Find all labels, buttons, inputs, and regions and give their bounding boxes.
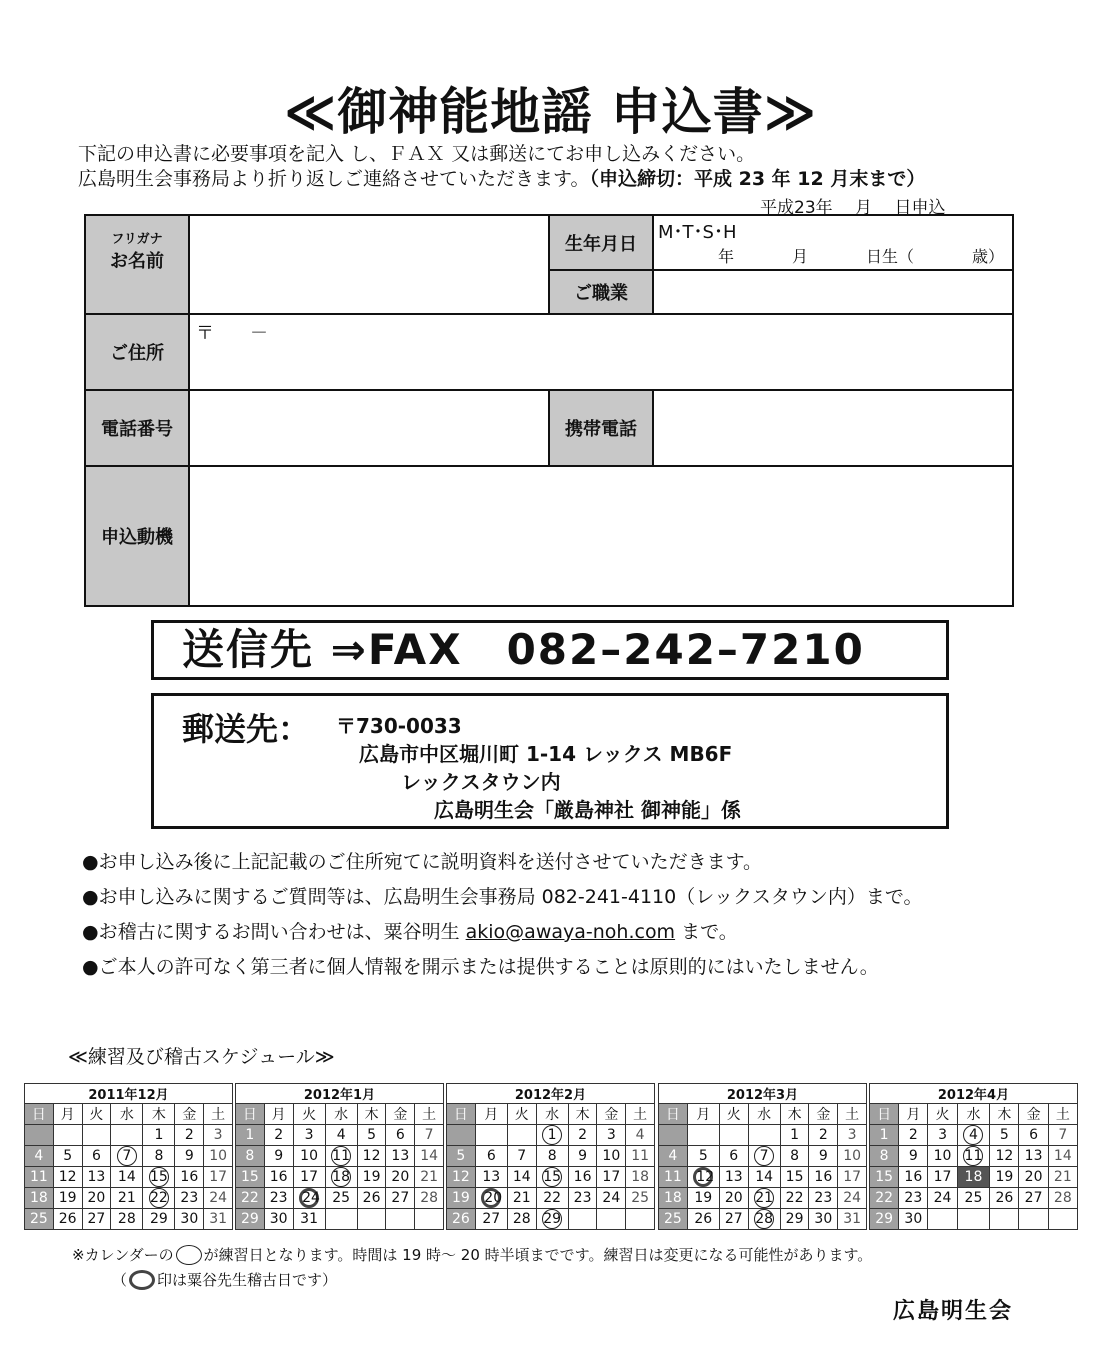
calendar-day: 15	[870, 1167, 899, 1188]
weekday-header: 土	[204, 1104, 233, 1125]
weekday-header: 水	[748, 1104, 780, 1125]
weekday-header: 金	[386, 1104, 415, 1125]
weekday-header: 金	[1019, 1104, 1048, 1125]
note-2: ●お申し込みに関するご質問等は、広島明生会事務局 082-241-4110（レックスタウン内）まで。	[82, 886, 923, 908]
mobile-input[interactable]	[653, 390, 1013, 466]
calendar-day: 2	[809, 1125, 838, 1146]
calendar-day: 16	[568, 1167, 597, 1188]
weekday-header: 水	[957, 1104, 990, 1125]
calendar-day: 11	[626, 1146, 655, 1167]
calendar-day: 26	[990, 1188, 1019, 1209]
calendar-day: 6	[82, 1146, 111, 1167]
calendar-day: 15	[143, 1167, 175, 1188]
calendar-empty-cell	[597, 1209, 626, 1230]
weekday-header: 木	[990, 1104, 1019, 1125]
weekday-header: 金	[809, 1104, 838, 1125]
calendar-month	[446, 1083, 655, 1230]
calendar-day: 13	[386, 1146, 415, 1167]
calendar-month	[869, 1083, 1078, 1230]
calendar-month-label: 2012年1月	[236, 1084, 444, 1104]
calendar-day: 6	[719, 1146, 748, 1167]
calendar-day: 11	[957, 1146, 990, 1167]
calendar-day: 6	[475, 1146, 507, 1167]
thin-circle-icon	[176, 1245, 202, 1265]
occupation-label: ご職業	[549, 270, 653, 314]
intro-line-1: 下記の申込書に必要事項を記入 し、ＦＡＸ 又は郵送にてお申し込みください。	[78, 143, 756, 165]
organization-name: 広島明生会	[893, 1299, 1014, 1324]
phone-label: 電話番号	[85, 390, 189, 466]
weekday-header: 木	[568, 1104, 597, 1125]
footnote-1-pre: ※カレンダーの	[72, 1246, 174, 1264]
notes-list	[82, 848, 922, 988]
note-3	[82, 918, 922, 953]
calendar-day: 16	[264, 1167, 293, 1188]
calendar-empty-cell	[659, 1125, 688, 1146]
calendar-day: 11	[25, 1167, 54, 1188]
weekday-header: 月	[899, 1104, 928, 1125]
calendar-day: 24	[838, 1188, 867, 1209]
weekday-header: 木	[143, 1104, 175, 1125]
calendar-day: 1	[143, 1125, 175, 1146]
calendar-day: 12	[990, 1146, 1019, 1167]
footnote-2-post: 印は粟谷先生稽古日です）	[157, 1271, 338, 1289]
calendar-day: 1	[236, 1125, 265, 1146]
calendar-day: 29	[143, 1209, 175, 1230]
weekday-header: 日	[236, 1104, 265, 1125]
calendar-day: 21	[415, 1167, 444, 1188]
calendar-month-label: 2012年3月	[659, 1084, 867, 1104]
name-input[interactable]	[189, 215, 549, 314]
occupation-input[interactable]	[653, 270, 1013, 314]
name-label-cell	[85, 215, 189, 314]
calendar-day: 30	[175, 1209, 204, 1230]
calendar-day: 23	[264, 1188, 293, 1209]
birthdate-input[interactable]	[653, 215, 1013, 270]
weekday-header: 水	[325, 1104, 357, 1125]
calendar-day: 9	[809, 1146, 838, 1167]
weekday-header: 月	[53, 1104, 82, 1125]
calendar-day: 27	[1019, 1188, 1048, 1209]
weekday-header: 土	[626, 1104, 655, 1125]
calendar-empty-cell	[990, 1209, 1019, 1230]
phone-input[interactable]	[189, 390, 549, 466]
address-label: ご住所	[85, 314, 189, 390]
fax-destination: 送信先 ⇒FAX 082–242–7210	[151, 620, 949, 680]
calendar-day: 29	[780, 1209, 809, 1230]
footnote-2-pre: （	[112, 1271, 128, 1289]
calendar-empty-cell	[357, 1209, 386, 1230]
calendar-day: 3	[204, 1125, 233, 1146]
calendar-day: 25	[626, 1188, 655, 1209]
weekday-header: 木	[357, 1104, 386, 1125]
calendar-day: 25	[25, 1209, 54, 1230]
note-3-pre: ●お稽古に関するお問い合わせは、粟谷明生	[82, 921, 466, 943]
weekday-header: 日	[25, 1104, 54, 1125]
weekday-header: 土	[838, 1104, 867, 1125]
calendar-month	[658, 1083, 867, 1230]
calendar-day: 26	[687, 1209, 719, 1230]
postal-mark: 〒 －	[196, 323, 268, 344]
calendar-day: 3	[838, 1125, 867, 1146]
calendar-day: 10	[597, 1146, 626, 1167]
calendar-day: 17	[204, 1167, 233, 1188]
calendar-empty-cell	[507, 1125, 536, 1146]
calendar-day: 18	[325, 1167, 357, 1188]
weekday-header: 月	[264, 1104, 293, 1125]
calendar-day: 22	[143, 1188, 175, 1209]
calendar-day: 20	[1019, 1167, 1048, 1188]
calendar-day: 14	[748, 1167, 780, 1188]
birth-day-label: 日生（	[865, 247, 914, 266]
calendar-day: 15	[236, 1167, 265, 1188]
calendar-day: 26	[357, 1188, 386, 1209]
calendar-day: 16	[175, 1167, 204, 1188]
calendar-day: 28	[507, 1209, 536, 1230]
birth-year-label: 年	[718, 247, 735, 266]
weekday-header: 火	[82, 1104, 111, 1125]
calendar-day: 8	[236, 1146, 265, 1167]
calendar-day: 25	[325, 1188, 357, 1209]
calendar-day: 10	[204, 1146, 233, 1167]
bold-circle-icon	[129, 1270, 155, 1290]
calendar-day: 21	[507, 1188, 536, 1209]
footnote-1-post: が練習日となります。時間は 19 時～ 20 時半頃までです。練習日は変更になる可能性があります。	[203, 1246, 873, 1264]
birthdate-label: 生年月日	[549, 215, 653, 270]
mail-postal-code: 〒730-0033	[336, 714, 462, 738]
calendar-day: 21	[1048, 1167, 1077, 1188]
calendar-day: 8	[870, 1146, 899, 1167]
calendar-day: 12	[687, 1167, 719, 1188]
calendar-day: 3	[597, 1125, 626, 1146]
address-input[interactable]	[189, 314, 1013, 390]
deadline-text: （申込締切：平成 23 年 12 月末まで）	[589, 168, 926, 190]
mail-address-3: 広島明生会「厳島神社 御神能」係	[434, 798, 741, 822]
intro-line-2-text: 広島明生会事務局より折り返しご連絡させていただきます。	[78, 168, 590, 190]
calendar-day: 30	[899, 1209, 928, 1230]
calendar-day: 13	[475, 1167, 507, 1188]
calendar-day: 14	[507, 1167, 536, 1188]
calendar-day: 4	[957, 1125, 990, 1146]
calendar-day: 27	[719, 1209, 748, 1230]
calendar-day: 11	[659, 1167, 688, 1188]
weekday-header: 火	[507, 1104, 536, 1125]
calendar-day: 21	[111, 1188, 143, 1209]
calendar-day: 20	[82, 1188, 111, 1209]
application-form	[84, 214, 1014, 607]
calendar-day: 24	[928, 1188, 957, 1209]
intro-line-2	[78, 167, 925, 192]
weekday-header: 日	[659, 1104, 688, 1125]
calendar-day: 25	[659, 1209, 688, 1230]
calendar-day: 27	[386, 1188, 415, 1209]
calendar-empty-cell	[25, 1125, 54, 1146]
calendar-day: 13	[719, 1167, 748, 1188]
calendar-day: 5	[687, 1146, 719, 1167]
page-title: ≪御神能地謡 申込書≫	[283, 83, 818, 141]
calendar-month-label: 2012年2月	[447, 1084, 655, 1104]
calendar-day: 28	[415, 1188, 444, 1209]
calendar-day: 24	[597, 1188, 626, 1209]
calendar-day: 9	[568, 1146, 597, 1167]
calendar-day: 20	[386, 1167, 415, 1188]
calendar-day: 11	[325, 1146, 357, 1167]
calendar-empty-cell	[325, 1209, 357, 1230]
calendar-day: 2	[899, 1125, 928, 1146]
weekday-header: 月	[475, 1104, 507, 1125]
calendar-day: 2	[264, 1125, 293, 1146]
calendar-day: 5	[357, 1125, 386, 1146]
birth-month-label: 月	[791, 247, 808, 266]
calendar-day: 22	[536, 1188, 568, 1209]
weekday-header: 金	[597, 1104, 626, 1125]
calendar-day: 1	[536, 1125, 568, 1146]
calendar-day: 18	[957, 1167, 990, 1188]
note-3-post: まで。	[675, 921, 738, 943]
mail-address-1: 広島市中区堀川町 1-14 レックス MB6F	[359, 742, 733, 766]
calendar-day: 26	[447, 1209, 476, 1230]
calendar-day: 7	[1048, 1125, 1077, 1146]
calendar-month-label: 2012年4月	[870, 1084, 1078, 1104]
calendar-day: 10	[293, 1146, 325, 1167]
calendar-day: 17	[928, 1167, 957, 1188]
calendar-day: 17	[293, 1167, 325, 1188]
calendar-day: 27	[475, 1209, 507, 1230]
application-date: 平成23年 月 日申込	[760, 198, 946, 218]
calendar-day: 1	[870, 1125, 899, 1146]
note-4: ●ご本人の許可なく第三者に個人情報を開示または提供することは原則的にはいたしません。	[82, 956, 879, 978]
note-1: ●お申し込み後に上記記載のご住所宛てに説明資料を送付させていただきます。	[82, 851, 763, 873]
calendar-day: 1	[780, 1125, 809, 1146]
weekday-header: 月	[687, 1104, 719, 1125]
calendar-day: 18	[626, 1167, 655, 1188]
calendar-empty-cell	[53, 1125, 82, 1146]
weekday-header: 日	[870, 1104, 899, 1125]
calendar-day: 8	[536, 1146, 568, 1167]
calendar-day: 22	[870, 1188, 899, 1209]
calendar-day: 9	[264, 1146, 293, 1167]
calendar-day: 2	[568, 1125, 597, 1146]
intro-text	[78, 142, 925, 192]
calendar-day: 8	[143, 1146, 175, 1167]
calendar-day: 19	[447, 1188, 476, 1209]
calendar-day: 3	[293, 1125, 325, 1146]
calendar-empty-cell	[1048, 1209, 1077, 1230]
calendar-empty-cell	[687, 1125, 719, 1146]
calendar-day: 16	[809, 1167, 838, 1188]
calendar-day: 5	[990, 1125, 1019, 1146]
mail-destination	[151, 693, 949, 829]
calendar-empty-cell	[1019, 1209, 1048, 1230]
calendar-day: 3	[928, 1125, 957, 1146]
calendar-day: 7	[111, 1146, 143, 1167]
calendar-day: 28	[748, 1209, 780, 1230]
calendar-day: 23	[809, 1188, 838, 1209]
calendar-day: 24	[204, 1188, 233, 1209]
furigana-label: フリガナ	[111, 232, 163, 247]
calendar-day: 5	[53, 1146, 82, 1167]
calendar-day: 31	[204, 1209, 233, 1230]
calendar-empty-cell	[386, 1209, 415, 1230]
calendar-day: 9	[899, 1146, 928, 1167]
calendar-empty-cell	[111, 1125, 143, 1146]
calendar-day: 4	[25, 1146, 54, 1167]
calendar-empty-cell	[568, 1209, 597, 1230]
calendar-day: 19	[357, 1167, 386, 1188]
calendar-empty-cell	[626, 1209, 655, 1230]
calendar-day: 24	[293, 1188, 325, 1209]
calendar-day: 26	[53, 1209, 82, 1230]
calendar-day: 13	[1019, 1146, 1048, 1167]
weekday-header: 金	[175, 1104, 204, 1125]
calendar-day: 20	[475, 1188, 507, 1209]
calendar-day: 18	[25, 1188, 54, 1209]
calendar-day: 22	[236, 1188, 265, 1209]
calendar-day: 27	[82, 1209, 111, 1230]
calendar-day: 19	[687, 1188, 719, 1209]
motive-label: 申込動機	[85, 466, 189, 606]
calendar-day: 15	[536, 1167, 568, 1188]
calendar-day: 23	[899, 1188, 928, 1209]
calendar-empty-cell	[475, 1125, 507, 1146]
calendar-day: 21	[748, 1188, 780, 1209]
mobile-label: 携帯電話	[549, 390, 653, 466]
calendar-day: 19	[53, 1188, 82, 1209]
calendar-day: 22	[780, 1188, 809, 1209]
footnote-1	[72, 1244, 872, 1265]
calendar-day: 10	[928, 1146, 957, 1167]
calendar-day: 30	[809, 1209, 838, 1230]
calendar-empty-cell	[415, 1209, 444, 1230]
calendar-empty-cell	[748, 1125, 780, 1146]
calendar-month	[24, 1083, 233, 1230]
calendar-day: 14	[1048, 1146, 1077, 1167]
calendar-day: 13	[82, 1167, 111, 1188]
calendar-day: 7	[748, 1146, 780, 1167]
calendar-day: 10	[838, 1146, 867, 1167]
calendar-day: 29	[236, 1209, 265, 1230]
calendar-day: 12	[447, 1167, 476, 1188]
weekday-header: 土	[415, 1104, 444, 1125]
calendar-day: 30	[264, 1209, 293, 1230]
weekday-header: 火	[928, 1104, 957, 1125]
calendar-day: 29	[870, 1209, 899, 1230]
calendar-day: 25	[957, 1188, 990, 1209]
calendar-day: 29	[536, 1209, 568, 1230]
mail-address-2: レックスタウン内	[401, 770, 561, 794]
calendar-day: 17	[838, 1167, 867, 1188]
weekday-header: 土	[1048, 1104, 1077, 1125]
calendar-day: 18	[659, 1188, 688, 1209]
motive-input[interactable]	[189, 466, 1013, 606]
name-label: お名前	[110, 251, 164, 272]
mail-label: 郵送先：	[182, 710, 311, 748]
calendar-day: 7	[415, 1125, 444, 1146]
calendar-day: 12	[53, 1167, 82, 1188]
weekday-header: 水	[536, 1104, 568, 1125]
calendar-empty-cell	[928, 1209, 957, 1230]
calendar-day: 28	[111, 1209, 143, 1230]
calendar-empty-cell	[82, 1125, 111, 1146]
weekday-header: 日	[447, 1104, 476, 1125]
calendar-day: 4	[325, 1125, 357, 1146]
calendar-empty-cell	[447, 1125, 476, 1146]
calendar-day: 7	[507, 1146, 536, 1167]
weekday-header: 火	[293, 1104, 325, 1125]
birth-age-label: 歳）	[971, 247, 1004, 266]
calendar-day: 14	[111, 1167, 143, 1188]
calendar-month-label: 2011年12月	[25, 1084, 233, 1104]
schedule-title: ≪練習及び稽古スケジュール≫	[68, 1046, 335, 1068]
calendar-day: 6	[386, 1125, 415, 1146]
calendar-day: 9	[175, 1146, 204, 1167]
calendar-day: 20	[719, 1188, 748, 1209]
calendar-day: 8	[780, 1146, 809, 1167]
calendar-day: 17	[597, 1167, 626, 1188]
calendar-day: 4	[659, 1146, 688, 1167]
calendar-day: 23	[568, 1188, 597, 1209]
weekday-header: 木	[780, 1104, 809, 1125]
calendar-day: 14	[415, 1146, 444, 1167]
calendar-empty-cell	[719, 1125, 748, 1146]
calendar-day: 28	[1048, 1188, 1077, 1209]
weekday-header: 火	[719, 1104, 748, 1125]
calendar-day: 4	[626, 1125, 655, 1146]
calendar-day: 12	[357, 1146, 386, 1167]
calendar-day: 6	[1019, 1125, 1048, 1146]
calendar-day: 16	[899, 1167, 928, 1188]
weekday-header: 水	[111, 1104, 143, 1125]
calendar-month	[235, 1083, 444, 1230]
calendar-day: 19	[990, 1167, 1019, 1188]
birth-era-options: M･T･S･H	[658, 222, 737, 243]
calendar-day: 23	[175, 1188, 204, 1209]
calendar-day: 31	[293, 1209, 325, 1230]
birth-fields	[658, 244, 1008, 267]
calendar-day: 15	[780, 1167, 809, 1188]
calendar-day: 5	[447, 1146, 476, 1167]
email-link[interactable]: akio@awaya-noh.com	[465, 921, 676, 943]
footnote-2	[112, 1269, 337, 1290]
calendar-day: 2	[175, 1125, 204, 1146]
calendar-day: 31	[838, 1209, 867, 1230]
calendar-empty-cell	[957, 1209, 990, 1230]
